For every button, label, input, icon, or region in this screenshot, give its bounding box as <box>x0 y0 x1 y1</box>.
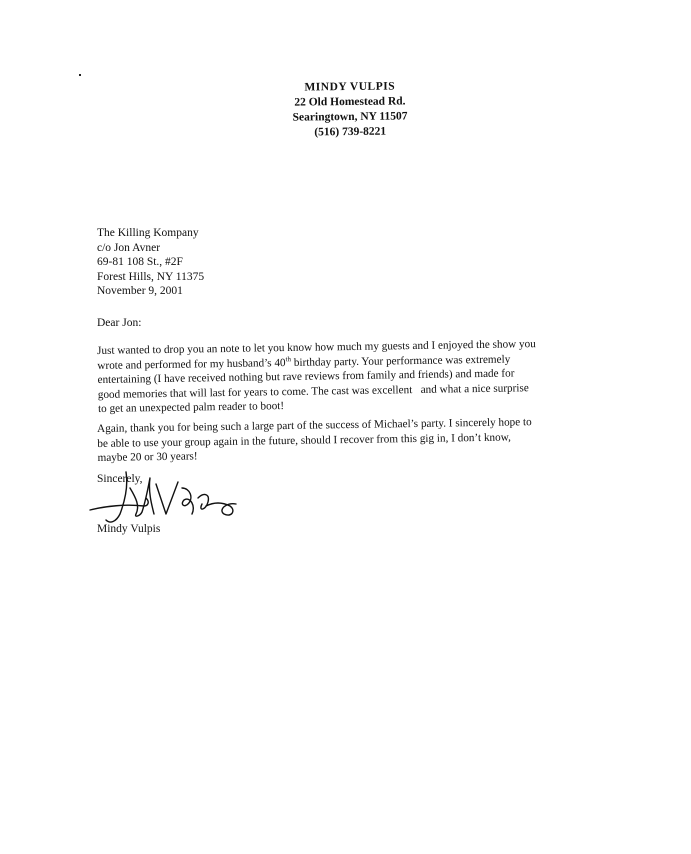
line-text: wrote and performed for my husband’s 40 <box>97 356 286 372</box>
sender-name: MINDY VULPIS <box>304 80 396 94</box>
recipient-city: Forest Hills, NY 11375 <box>97 270 205 283</box>
recipient-company: The Killing Kompany <box>97 227 199 239</box>
recipient-street: 69-81 108 St., #2F <box>97 256 183 269</box>
sender-street: 22 Old Homestead Rd. <box>294 95 406 109</box>
paragraph-line: Just wanted to drop you an note to let you know how much my guests and I enjoyed the show you <box>97 338 536 357</box>
paragraph-line: entertaining (I have received nothing but rave reviews from family and friends) and made for <box>97 367 515 386</box>
paragraph-line: maybe 20 or 30 years! <box>97 450 198 464</box>
paragraph-line: Again, thank you for being such a large part of the success of Michael’s party. I sincerely hope to <box>97 416 532 435</box>
line-text: birthday party. Your performance was extremely <box>290 353 511 369</box>
paragraph-line: good memories that will last for years to come. The cast was excellent and what a nice surprise <box>97 381 529 401</box>
signer-name: Mindy Vulpis <box>97 523 161 535</box>
sender-phone: (516) 739-8221 <box>314 125 387 139</box>
letter-date: November 9, 2001 <box>97 285 183 298</box>
sender-city: Searingtown, NY 11507 <box>292 110 408 124</box>
recipient-attn: c/o Jon Avner <box>97 241 161 254</box>
body-paragraph-1 <box>97 336 598 416</box>
paragraph-line: be able to use your group again in the future, should I recover from this gig in, I don’t know, <box>97 431 511 450</box>
scan-speck <box>79 74 81 76</box>
paragraph-line: to get an unexpected palm reader to boot! <box>97 400 285 415</box>
recipient-address-block <box>97 226 204 299</box>
salutation: Dear Jon: <box>97 317 142 329</box>
letterhead <box>270 79 431 141</box>
closing: Sincerely, <box>97 473 143 485</box>
ordinal-suffix: th <box>285 354 292 363</box>
